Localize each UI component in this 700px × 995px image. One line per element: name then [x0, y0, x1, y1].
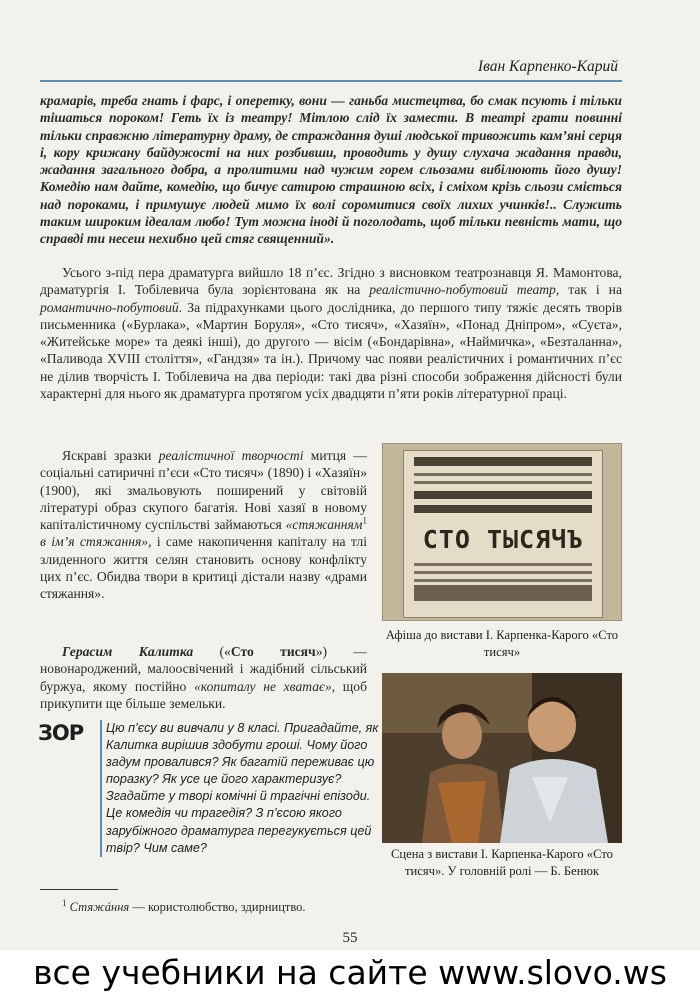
p1-emphasis-1: реалістично-побутовий театр: [369, 282, 556, 298]
page-number: 55: [342, 930, 358, 946]
sidebar-label: ЗОР: [38, 721, 84, 745]
quote-text: крамарів, треба гнать і фарс, і оперетку, вони — ганьба мистецтва, бо смак псують і тільки тішаться пороком! Геть їх із театру! Мітлою слід їх замести. В театрі грати повинні тільки справжню літературну драму, де страждання душі людської тривожить кам’яні серця і, кору крижану байдужості на них розбивши, проводить у душу слухача жадання правди, жадання загального добра, а пролитими над чужим горем сльозами вибілюють його душу! Комедію нам дайте, комедію, що бичує сатирою страшною всіх, і сміхом крізь сльози сміється над пороками, і примушує людей мимо їх волі соромитися своїх лихих учинків!.. Служить таким широким ідеалам любо! Тут можна іноді й поголодать, щоб тільки певність мати, що справді ти несеш нехибно цей стяг священний».: [40, 93, 622, 247]
footnote-term: Стяжáння: [69, 900, 130, 914]
poster-small-line: [414, 579, 592, 582]
p2-emphasis-2: «стяжанням: [285, 517, 363, 533]
play-title: Сто тисяч: [230, 644, 316, 659]
stage-scene-illustration: [382, 673, 622, 843]
site-watermark: все учебники на сайте www.slovo.ws: [0, 950, 700, 995]
p3-text-b: ») — новонароджений, малоосвічений і жадібний сільський буржуа, якому постійно: [40, 644, 367, 694]
paragraph-3: [40, 643, 367, 712]
poster-subtitle-line: [414, 505, 592, 513]
poster-small-line: [414, 563, 592, 566]
footnote-definition: — користолюбство, здирництво.: [129, 900, 306, 914]
p2-text-a: Яскраві зразки: [62, 448, 159, 463]
p3-emphasis: «копиталу не хватає»: [193, 678, 332, 694]
review-questions: [100, 720, 382, 857]
footnote-ref: 1: [362, 515, 367, 526]
paragraph-2: [40, 447, 367, 603]
footnote-number: 1: [62, 897, 67, 908]
p1-text-a: Усього з-під пера драматурга вийшло 18 п’єс. Згідно з висновком театрознавця Я. Мамонтова, драматургія І. Тобілевича була зорієнтована як на: [40, 265, 622, 298]
p2-text-c: , і саме накопичення капіталу на тлі злиденного життя селян становить основу конфлікту цих п’єс. Обидва твори в критиці дістали назву «драми стяжання».: [40, 534, 367, 602]
p2-text-b: митця — соціальні сатиричні п’єси «Сто тисяч» (1890) і «Хазяїн» (1900), які змальовують поширений у світовій літературі образ скупого багатія. Нові хазяї в новому капіталістичному суспільстві займаються: [40, 448, 367, 533]
poster-image: [382, 443, 622, 621]
p2-emphasis-1: реалістичної творчості: [158, 448, 304, 463]
p2-emphasis-3: в ім’я стяжання»: [40, 534, 149, 550]
p1-text-c: . За підрахунками цього дослідника, до першого типу тяжіє десять творів письменника («Бурлака», «Мартин Боруля», «Сто тисяч», «Хазяїн», «Понад Дніпром», «Суєта», «Житейське море» та деякі інші), до другого — вісім («Бондарівна», «Наймичка», «Безталанна», «Паливода XVIII століття», «Гандзя» та ін.). Причому час появи реалістичних і романтичних п’єс не ділив творчість І. Тобілевича на два періоди: такі два різні способи зображення дійсності були характерні для нього як драматурга протягом усіх двадцяти п’яти років літературної праці.: [40, 299, 622, 402]
p1-text-b: , так і на: [555, 282, 622, 298]
p3-text-c: , щоб прикупити ще більше земельки.: [40, 678, 367, 711]
paragraph-1: [40, 264, 622, 402]
character-name: Герасим Калитка: [62, 644, 194, 659]
photo-caption: Сцена з вистави І. Карпенка-Карого «Сто тисяч». У головній ролі — Б. Бенюк: [391, 847, 613, 878]
stage-photo: [382, 673, 622, 843]
poster-small-line: [414, 571, 592, 574]
footnote: [62, 897, 306, 915]
header-author: Іван Карпенко-Карий: [477, 58, 618, 75]
poster-date-line: [414, 491, 592, 499]
review-questions-text: Цю п’єсу ви вивчали у 8 класі. Пригадайте, як Калитка вирішив здобути гроші. Чому його задум провалився? Як багатій переживає цю поразку? Як усе це його характеризує? Згадайте у творі комічні й трагічні епізоди. Це комедія чи трагедія? З п’єсою якого зарубіжного драматурга перегукується цей твір? Чим саме?: [106, 721, 379, 855]
p3-text-a: («: [193, 644, 231, 659]
poster-caption: Афіша до вистави І. Карпенка-Карого «Сто тисяч»: [385, 628, 619, 659]
p1-emphasis-2: романтично-побутовий: [40, 299, 179, 315]
poster-small-line: [414, 473, 592, 476]
poster-sheet: [403, 450, 603, 618]
poster-small-line: [414, 481, 592, 484]
poster-footer-band: [414, 585, 592, 601]
running-header: [40, 58, 622, 82]
quote-block: [40, 92, 622, 248]
footnote-divider: [40, 889, 118, 890]
poster-header-line: [414, 457, 592, 466]
poster-title: СТО ТЫСЯЧЪ: [422, 525, 584, 554]
